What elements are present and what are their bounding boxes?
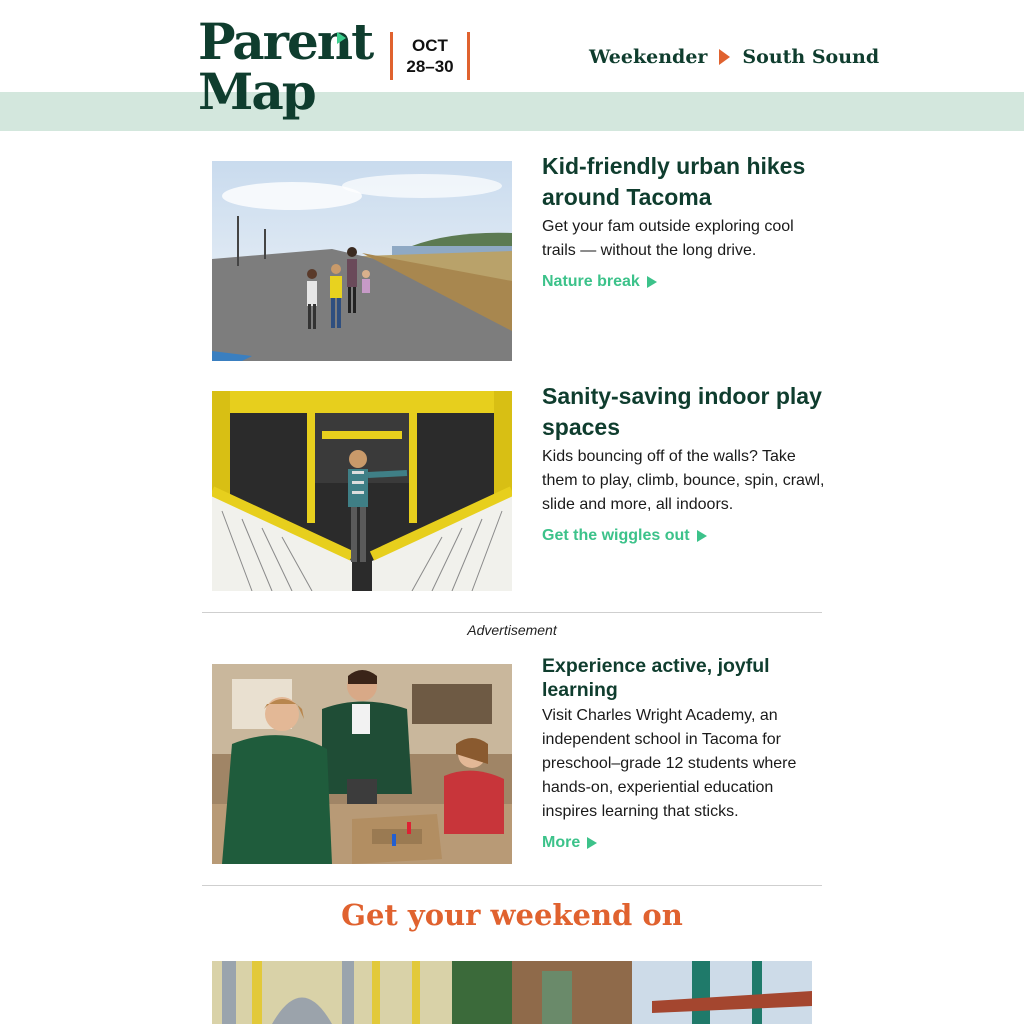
- newsletter-header: [0, 0, 1024, 131]
- cta-label: Nature break: [542, 273, 640, 290]
- article-text: [542, 381, 827, 545]
- logo-play-icon: [337, 32, 346, 44]
- parentmap-logo[interactable]: [198, 12, 373, 122]
- divider: [202, 612, 822, 613]
- cta-label: Get the wiggles out: [542, 527, 690, 544]
- kid-in-yellow-play-structure-photo[interactable]: [212, 391, 512, 591]
- more-link[interactable]: [542, 834, 597, 852]
- play-arrow-icon: [647, 276, 657, 288]
- weekend-section-heading: Get your weekend on: [341, 898, 683, 932]
- breadcrumb: [589, 44, 879, 70]
- get-the-wiggles-out-link[interactable]: [542, 527, 707, 545]
- breadcrumb-arrow-icon: [719, 49, 730, 65]
- header-band: [0, 92, 1024, 131]
- date-badge: [390, 32, 470, 80]
- advertisement-label: Advertisement: [467, 622, 557, 638]
- play-arrow-icon: [697, 530, 707, 542]
- nature-break-link[interactable]: [542, 273, 657, 291]
- date-month: OCT: [412, 36, 448, 55]
- logo-word-map: Map: [198, 62, 315, 121]
- divider: [202, 885, 822, 886]
- breadcrumb-south-sound[interactable]: South Sound: [742, 46, 880, 68]
- play-arrow-icon: [587, 837, 597, 849]
- advertisement-title[interactable]: Experience active, joyful learning: [542, 655, 770, 701]
- family-walking-waterfront-path-photo[interactable]: [212, 161, 512, 361]
- article-title[interactable]: Kid-friendly urban hikes around Tacoma: [542, 153, 806, 210]
- advertisement-text: [542, 654, 827, 852]
- article-text: [542, 151, 827, 291]
- breadcrumb-weekender[interactable]: Weekender: [589, 46, 708, 68]
- date-range: 28–30: [406, 57, 454, 76]
- article-description: Get your fam outside exploring cool trails — without the long drive.: [542, 218, 794, 259]
- article-description: Kids bouncing off of the walls? Take them to play, climb, bounce, spin, crawl, slide and more, all indoors.: [542, 448, 825, 513]
- playground-photo[interactable]: [212, 961, 812, 1024]
- students-classroom-project-photo[interactable]: [212, 664, 512, 864]
- cta-label: More: [542, 834, 581, 851]
- article-title[interactable]: Sanity-saving indoor play spaces: [542, 383, 822, 440]
- logo-word-parent: Parent: [198, 12, 373, 71]
- advertisement-description: Visit Charles Wright Academy, an independent school in Tacoma for preschool–grade 12 students where hands-on, experiential education inspires learning that sticks.: [542, 707, 797, 820]
